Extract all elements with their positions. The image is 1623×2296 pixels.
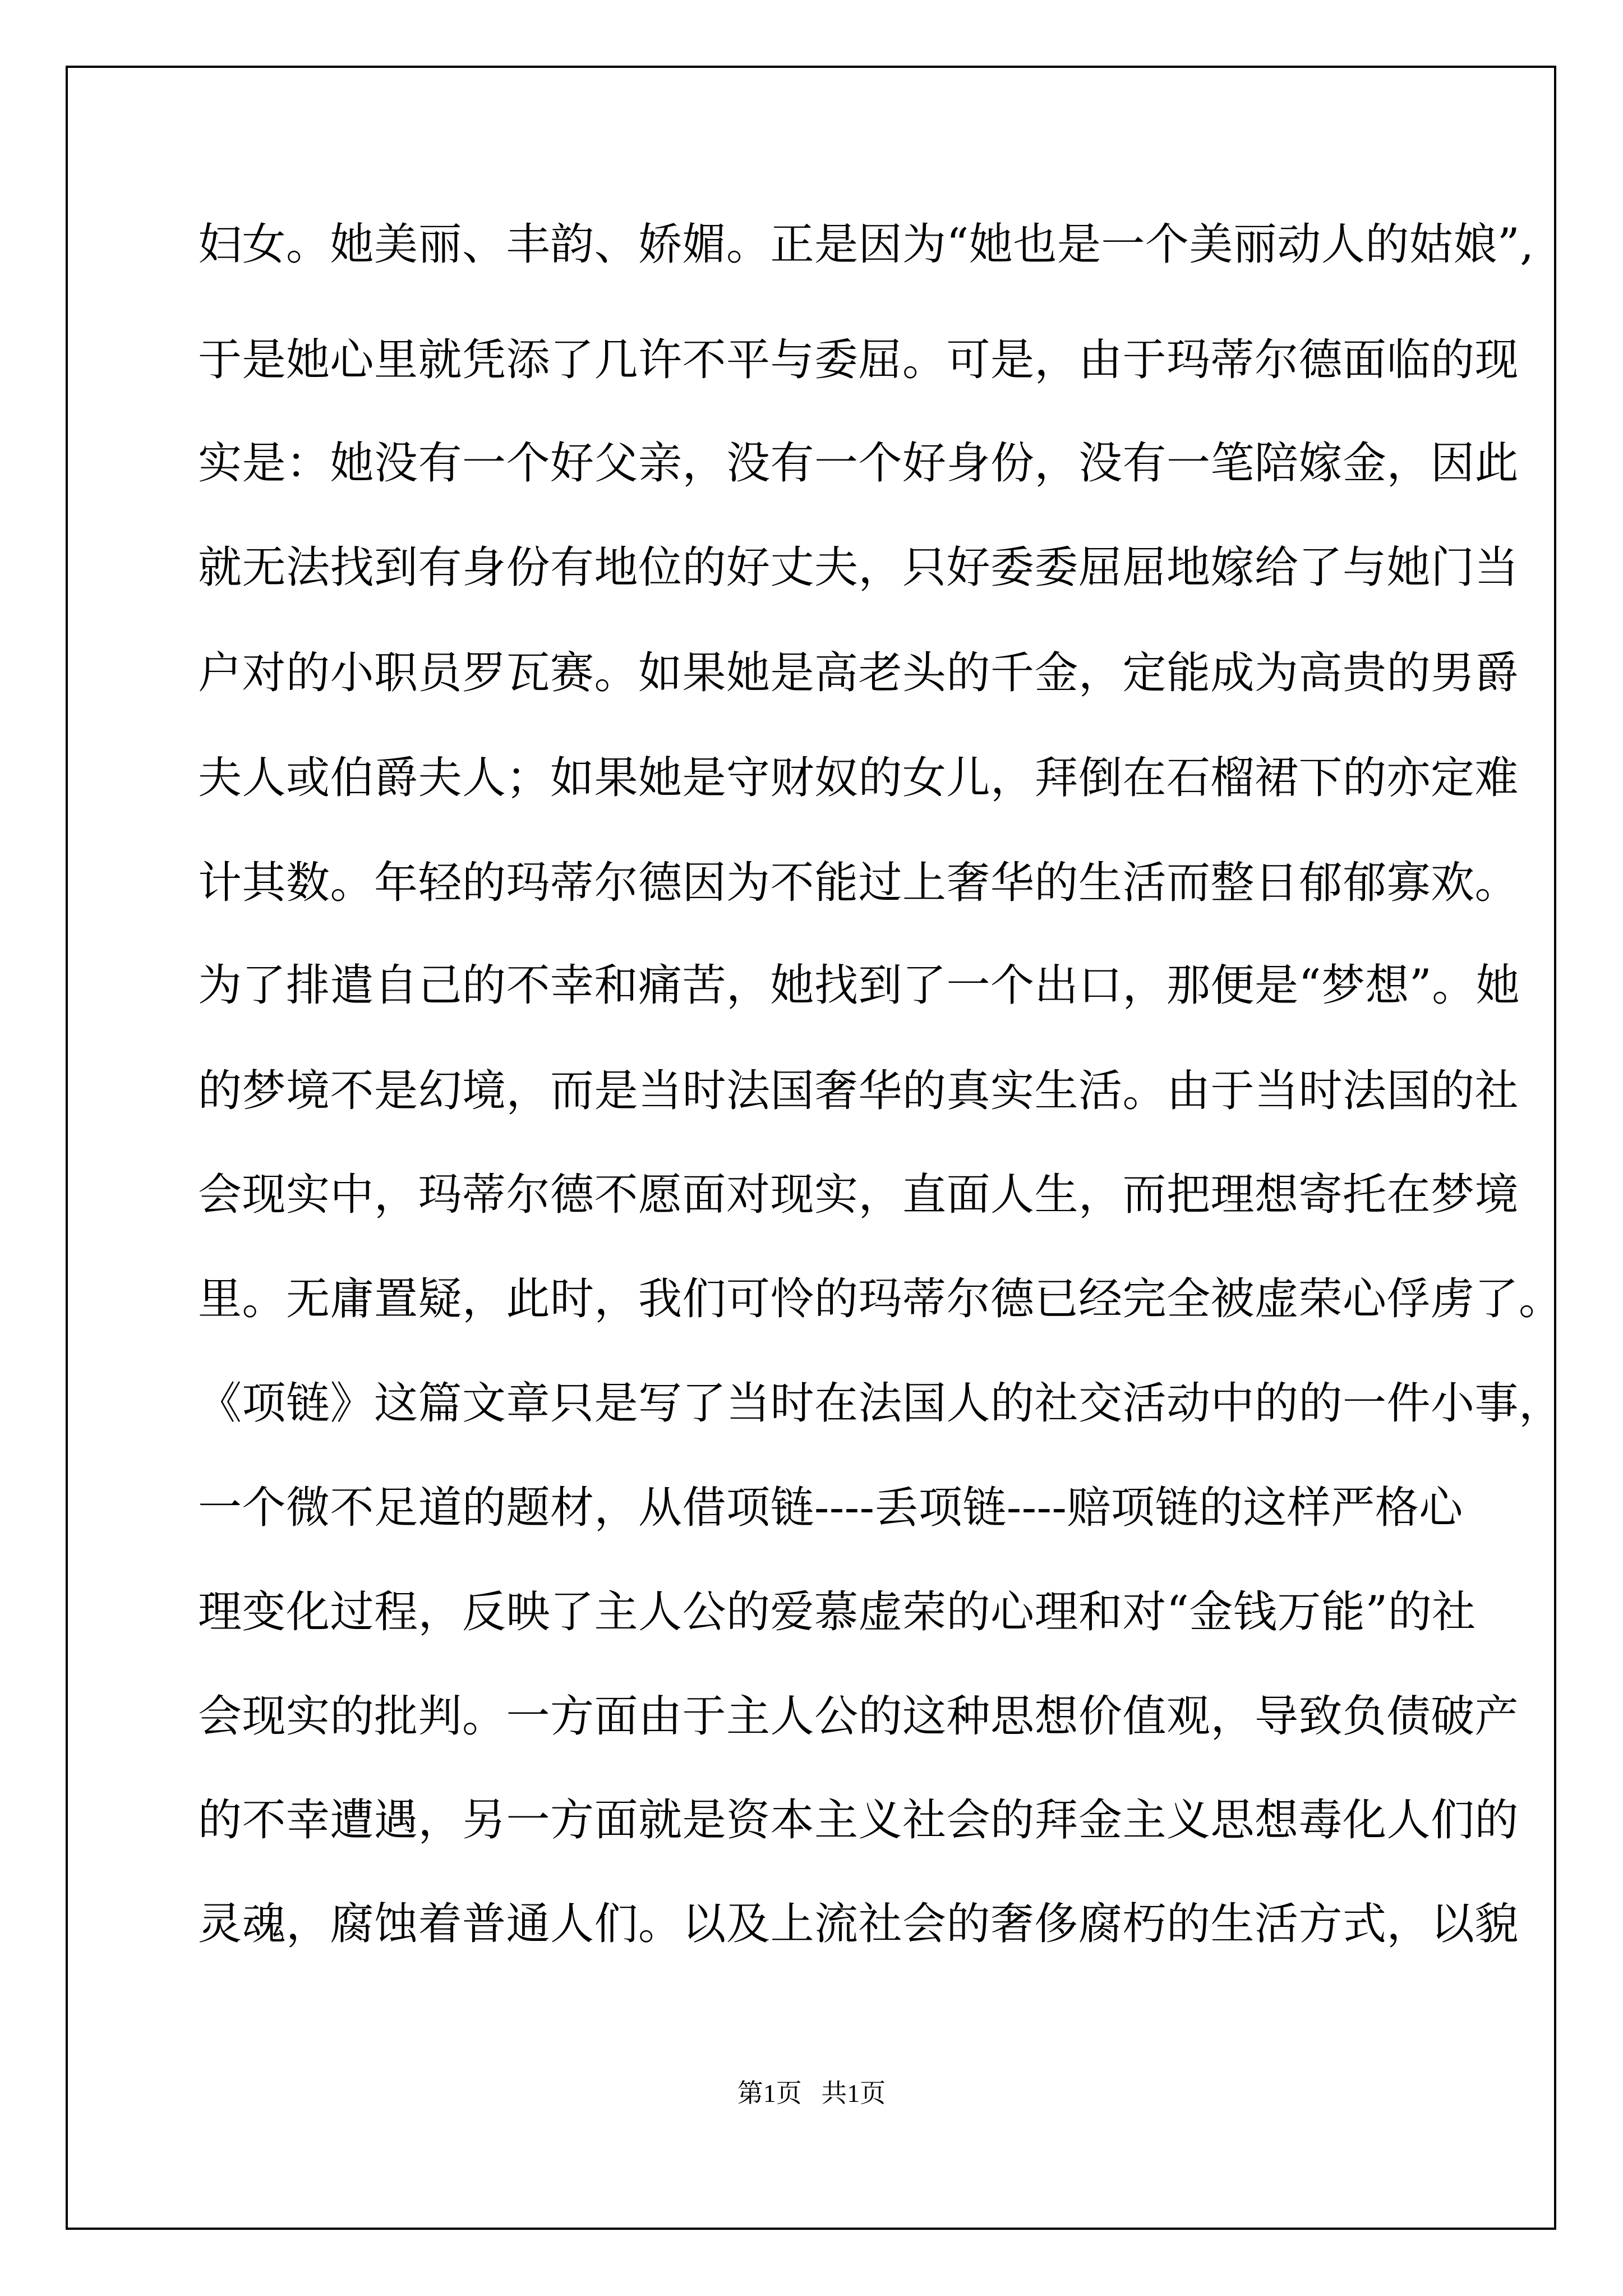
text-line: 一个微不足道的题材，从借项链----丢项链----赔项链的这样严格心	[198, 1483, 1463, 1533]
text-line: 为了排遣自己的不幸和痛苦，她找到了一个出口，那便是“梦想”。她	[198, 960, 1520, 1011]
text-line: 户对的小职员罗瓦赛。如果她是高老头的千金，定能成为高贵的男爵	[198, 648, 1519, 698]
text-line: 的不幸遭遇，另一方面就是资本主义社会的拜金主义思想毒化人们的	[198, 1795, 1519, 1846]
text-line: 妇女。她美丽、丰韵、娇媚。正是因为“她也是一个美丽动人的姑娘”,	[198, 219, 1534, 270]
text-line: 就无法找到有身份有地位的好丈夫，只好委委屈屈地嫁给了与她门当	[198, 542, 1519, 593]
text-line: 于是她心里就凭添了几许不平与委屈。可是，由于玛蒂尔德面临的现	[198, 335, 1519, 385]
text-line: 会现实中，玛蒂尔德不愿面对现实，直面人生，而把理想寄托在梦境	[198, 1170, 1519, 1220]
text-line: 灵魂，腐蚀着普通人们。以及上流社会的奢侈腐朽的生活方式，以貌	[198, 1899, 1519, 1949]
text-line: 会现实的批判。一方面由于主人公的这种思想价值观，导致负债破产	[198, 1691, 1519, 1742]
text-line: 理变化过程，反映了主人公的爱慕虚荣的心理和对“金钱万能”的社	[198, 1587, 1476, 1637]
text-line: 夫人或伯爵夫人；如果她是守财奴的女儿，拜倒在石榴裙下的亦定难	[198, 753, 1519, 803]
text-line: 的梦境不是幻境，而是当时法国奢华的真实生活。由于当时法国的社	[198, 1066, 1519, 1116]
text-line: 里。无庸置疑，此时，我们可怜的玛蒂尔德已经完全被虚荣心俘虏了。	[198, 1274, 1563, 1324]
text-line: 计其数。年轻的玛蒂尔德因为不能过上奢华的生活而整日郁郁寡欢。	[198, 858, 1519, 908]
text-line: 《项链》这篇文章只是写了当时在法国人的社交活动中的的一件小事，	[198, 1378, 1563, 1429]
page-footer: 第1页 共1页	[737, 2079, 886, 2108]
text-line: 实是：她没有一个好父亲，没有一个好身份，没有一笔陪嫁金，因此	[198, 438, 1519, 489]
